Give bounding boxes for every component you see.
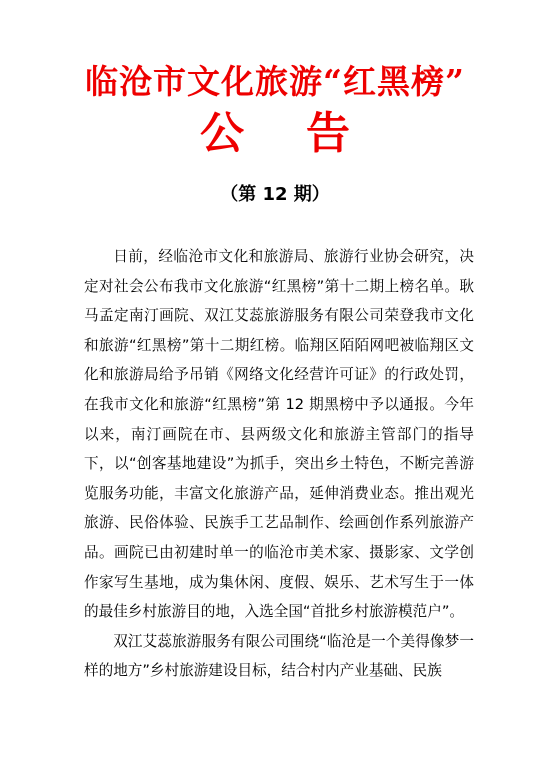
subtitle-char-gao: 告 (306, 108, 350, 159)
body-paragraph: 双江艾蕊旅游服务有限公司围绕“临沧是一个美得像梦一样的地方”乡村旅游建设目标，结合村内产业基础、民族 (84, 632, 474, 680)
announcement-body (84, 242, 474, 686)
issue-number: （第 12 期） (220, 184, 330, 205)
announcement-title: 临沧市文化旅游“红黑榜” (85, 62, 465, 101)
body-paragraph: 日前，经临沧市文化和旅游局、旅游行业协会研究，决定对社会公布我市文化旅游“红黑榜”第十二期上榜名单。耿马孟定南汀画院、双江艾蕊旅游服务有限公司荣登我市文化和旅游“红黑榜”第十二期红榜。临翔区陌陌网吧被临翔区文化和旅游局给予吊销《网络文化经营许可证》的行政处罚，在我市文化和旅游“红黑榜”第 12 期黑榜中予以通报。今年以来，南汀画院在市、县两级文化和旅游主管部门的指导下，以“创客基地建设”为抓手，突出乡土特色，不断完善游览服务功能，丰富文化旅游产品，延伸消费业态。推出观光旅游、民俗体验、民族手工艺品制作、绘画创作系列旅游产品。画院已由初建时单一的临沧市美术家、摄影家、文学创作家写生基地，成为集休闲、度假、娱乐、艺术写生于一体的最佳乡村旅游目的地，入选全国“首批乡村旅游模范户”。 (84, 248, 474, 621)
subtitle-char-gong: 公 (200, 108, 244, 159)
announcement-subtitle (0, 108, 550, 160)
